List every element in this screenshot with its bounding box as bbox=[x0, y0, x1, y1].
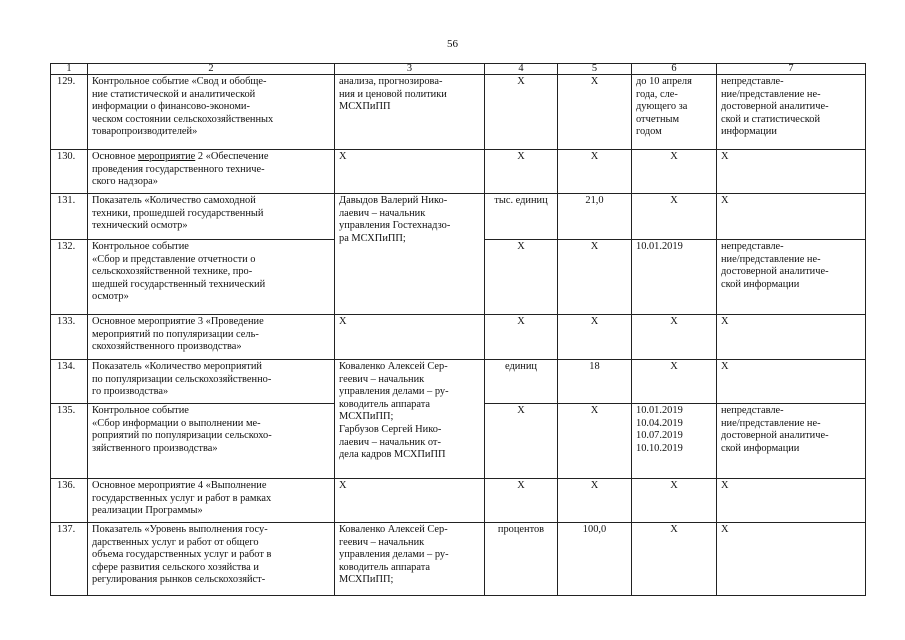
column-header-7: 7 bbox=[717, 64, 866, 75]
row-number: 136. bbox=[51, 479, 88, 523]
row-deadline: X bbox=[632, 150, 717, 194]
row-deadline: X bbox=[632, 360, 717, 404]
row-value: 100,0 bbox=[558, 523, 632, 596]
row-deadline: X bbox=[632, 523, 717, 596]
table-row bbox=[51, 479, 866, 523]
row-unit: X bbox=[485, 479, 558, 523]
row-value: X bbox=[558, 150, 632, 194]
row-risk: непредставле- ние/представление не- достоверной аналитиче- ской информации bbox=[717, 404, 866, 479]
column-header-1: 1 bbox=[51, 64, 88, 75]
column-header-6: 6 bbox=[632, 64, 717, 75]
table-row bbox=[51, 315, 866, 360]
row-unit: процентов bbox=[485, 523, 558, 596]
row-unit: X bbox=[485, 75, 558, 150]
page-number: 56 bbox=[447, 38, 458, 50]
row-name-rest: 2 «Обеспечение проведения государственного техниче- ского надзора» bbox=[92, 151, 269, 188]
table-row bbox=[51, 360, 866, 404]
row-unit: тыс. единиц bbox=[485, 194, 558, 240]
row-name: Контрольное событие «Свод и обобще- ние статистической и аналитической информации о финансово-экономи- ческом состоянии сельскохозяйственных товаропроизводителей» bbox=[88, 75, 335, 150]
row-name-underlined: мероприятие bbox=[137, 151, 196, 162]
row-value: X bbox=[558, 75, 632, 150]
row-responsible: X bbox=[335, 315, 485, 360]
row-number: 133. bbox=[51, 315, 88, 360]
row-responsible: X bbox=[335, 150, 485, 194]
row-value: 18 bbox=[558, 360, 632, 404]
row-risk: X bbox=[717, 479, 866, 523]
row-responsible: Давыдов Валерий Нико- лаевич – начальник управления Гостехнадзо- ра МСХПиПП; bbox=[335, 194, 485, 315]
row-risk: X bbox=[717, 523, 866, 596]
row-value: X bbox=[558, 315, 632, 360]
row-deadline: X bbox=[632, 194, 717, 240]
table-row bbox=[51, 150, 866, 194]
table-row bbox=[51, 194, 866, 240]
column-header-4: 4 bbox=[485, 64, 558, 75]
row-number: 131. bbox=[51, 194, 88, 240]
plan-table bbox=[50, 63, 866, 596]
table-header-row bbox=[51, 64, 866, 75]
row-risk: X bbox=[717, 315, 866, 360]
row-name: Основное мероприятие 4 «Выполнение государственных услуг и работ в рамках реализации Программы» bbox=[88, 479, 335, 523]
row-name: Основное мероприятие 3 «Проведение мероприятий по популяризации сель- скохозяйственного производства» bbox=[88, 315, 335, 360]
row-responsible: X bbox=[335, 479, 485, 523]
column-header-5: 5 bbox=[558, 64, 632, 75]
row-name: Показатель «Количество мероприятий по популяризации сельскохозяйственно- го производства» bbox=[88, 360, 335, 404]
row-unit: X bbox=[485, 315, 558, 360]
row-number: 135. bbox=[51, 404, 88, 479]
row-responsible: Коваленко Алексей Сер- геевич – начальник управления делами – ру- ководитель аппарата МСХПиПП; bbox=[335, 523, 485, 596]
row-deadline: 10.01.2019 10.04.2019 10.07.2019 10.10.2019 bbox=[632, 404, 717, 479]
row-unit: X bbox=[485, 404, 558, 479]
row-deadline: до 10 апреля года, сле- дующего за отчетным годом bbox=[632, 75, 717, 150]
row-value: 21,0 bbox=[558, 194, 632, 240]
row-name-start: Основное bbox=[92, 151, 138, 162]
row-unit: X bbox=[485, 240, 558, 315]
row-deadline: X bbox=[632, 479, 717, 523]
row-risk: X bbox=[717, 360, 866, 404]
table-row bbox=[51, 75, 866, 150]
row-value: X bbox=[558, 404, 632, 479]
row-unit: единиц bbox=[485, 360, 558, 404]
row-name: Показатель «Количество самоходной техники, прошедшей государственный технический осмотр» bbox=[88, 194, 335, 240]
row-number: 137. bbox=[51, 523, 88, 596]
row-deadline: 10.01.2019 bbox=[632, 240, 717, 315]
row-name: Показатель «Уровень выполнения госу- дарственных услуг и работ от общего объема государственных услуг и работ в сфере развития сельского хозяйства и регулирования рынков сельскохозяйст- bbox=[88, 523, 335, 596]
row-number: 134. bbox=[51, 360, 88, 404]
column-header-3: 3 bbox=[335, 64, 485, 75]
row-value: X bbox=[558, 479, 632, 523]
row-value: X bbox=[558, 240, 632, 315]
row-risk: X bbox=[717, 150, 866, 194]
row-responsible: Коваленко Алексей Сер- геевич – начальник управления делами – ру- ководитель аппарата МСХПиПП; Гарбузов Сергей Нико- лаевич – начальник от- дела кадров МСХПиПП bbox=[335, 360, 485, 479]
row-number: 129. bbox=[51, 75, 88, 150]
row-name: Контрольное событие «Сбор информации о выполнении ме- роприятий по популяризации сельскохо- зяйственного производства» bbox=[88, 404, 335, 479]
row-risk: непредставле- ние/представление не- достоверной аналитиче- ской информации bbox=[717, 240, 866, 315]
row-name bbox=[88, 150, 335, 194]
row-responsible: анализа, прогнозирова- ния и ценовой политики МСХПиПП bbox=[335, 75, 485, 150]
column-header-2: 2 bbox=[88, 64, 335, 75]
row-risk: непредставле- ние/представление не- достоверной аналитиче- ской и статистической информации bbox=[717, 75, 866, 150]
row-number: 132. bbox=[51, 240, 88, 315]
row-risk: X bbox=[717, 194, 866, 240]
row-unit: X bbox=[485, 150, 558, 194]
table-row bbox=[51, 523, 866, 596]
row-deadline: X bbox=[632, 315, 717, 360]
row-number: 130. bbox=[51, 150, 88, 194]
row-name: Контрольное событие «Сбор и представление отчетности о сельскохозяйственной технике, про- шедшей государственный технический осмотр» bbox=[88, 240, 335, 315]
